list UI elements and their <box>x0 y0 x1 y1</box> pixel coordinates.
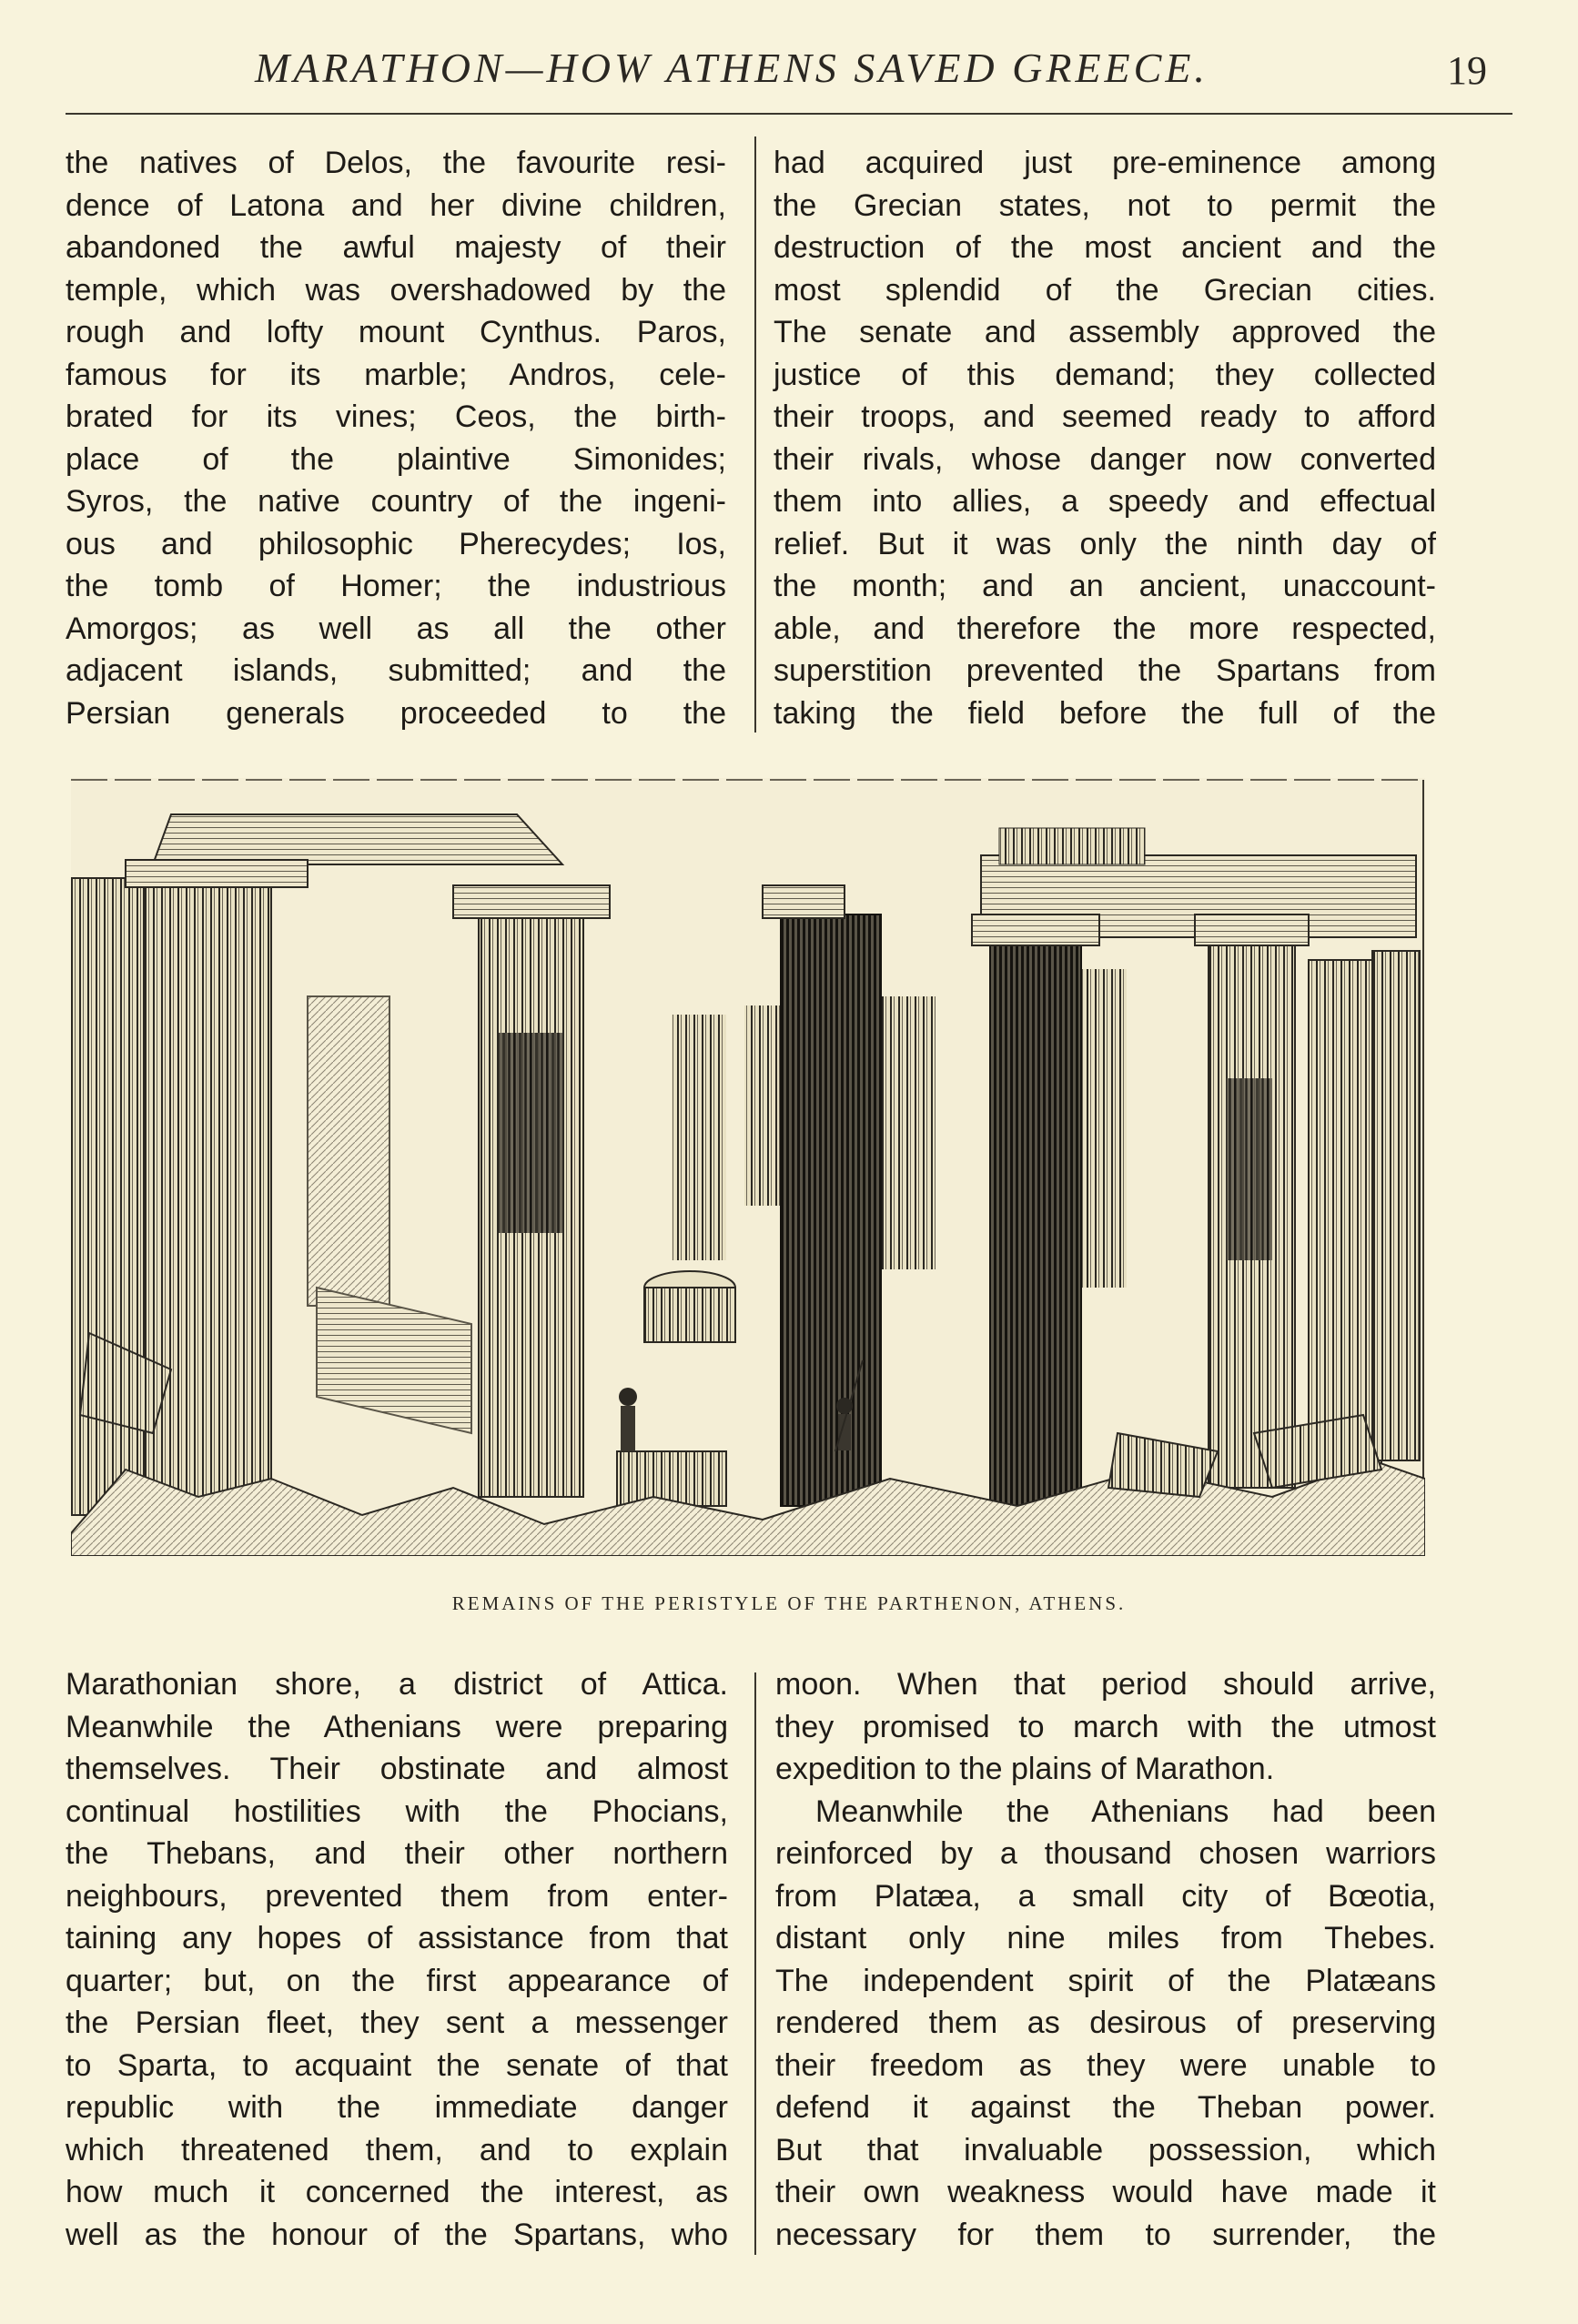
distant-column <box>1081 969 1127 1288</box>
text-line: The independent spirit of the Platæans <box>775 1963 1436 1998</box>
text-line: relief. But it was only the ninth day of <box>774 526 1436 561</box>
text-line: destruction of the most ancient and the <box>774 230 1436 265</box>
header-rule <box>66 113 1512 115</box>
text-line: the month; and an ancient, unaccount- <box>774 569 1436 603</box>
column-bottom-right <box>775 1663 1436 2256</box>
text-line: expedition to the plains of Marathon. <box>775 1752 1275 1786</box>
text-line: most splendid of the Grecian cities. <box>774 272 1436 308</box>
distant-column <box>672 1015 726 1260</box>
text-line: their troops, and seemed ready to afford <box>774 399 1436 434</box>
text-line: taining any hopes of assistance from that <box>66 1921 728 1955</box>
text-line: their own weakness would have made it <box>775 2175 1436 2209</box>
text-line: neighbours, prevented them from enter- <box>66 1878 728 1914</box>
capital <box>126 860 308 887</box>
text-line: the Thebans, and their other northern <box>66 1836 728 1871</box>
text-line: the tomb of Homer; the industrious <box>66 569 726 603</box>
text-line: their rivals, whose danger now converted <box>774 441 1436 477</box>
text-line: Marathonian shore, a district of Attica. <box>66 1667 728 1702</box>
fallen-drum <box>644 1288 735 1342</box>
running-title: MARATHON—HOW ATHENS SAVED GREECE. <box>255 45 1209 91</box>
entablature-left <box>153 814 562 864</box>
column-divider <box>754 1672 756 2255</box>
text-line: the natives of Delos, the favourite resi- <box>66 146 726 180</box>
text-line: from Platæa, a small city of Bœotia, <box>775 1878 1436 1914</box>
capital <box>972 914 1099 945</box>
text-line: Amorgos; as well as all the other <box>66 611 726 646</box>
text-line: moon. When that period should arrive, <box>775 1667 1436 1702</box>
figure-person <box>621 1406 635 1451</box>
paragraph-start-line: Meanwhile the Athenians had been <box>815 1794 1436 1829</box>
page-number: 19 <box>1447 48 1487 93</box>
column-base <box>617 1451 726 1506</box>
text-line: superstition prevented the Spartans from <box>774 653 1436 688</box>
text-line: rough and lofty mount Cynthus. Paros, <box>66 315 726 349</box>
text-line: able, and therefore the more respected, <box>774 611 1436 646</box>
column-top-right <box>774 142 1436 734</box>
text-line: temple, which was overshadowed by the <box>66 272 726 308</box>
column-divider <box>754 136 756 733</box>
text-line: taking the field before the full of the <box>774 695 1436 731</box>
text-line: the Persian fleet, they sent a messenger <box>66 2006 728 2040</box>
text-line: themselves. Their obstinate and almost <box>66 1752 728 1786</box>
text-line: republic with the immediate danger <box>66 2090 728 2125</box>
text-line: justice of this demand; they collected <box>774 357 1436 392</box>
parthenon-engraving <box>71 778 1425 1556</box>
distant-column <box>308 996 389 1306</box>
running-head <box>55 44 1523 107</box>
text-line: adjacent islands, submitted; and the <box>66 653 726 688</box>
text-line: Persian generals proceeded to the <box>66 695 726 731</box>
text-line: brated for its vines; Ceos, the birth- <box>66 399 726 434</box>
text-line: abandoned the awful majesty of their <box>66 230 726 265</box>
column-bottom-left <box>66 1663 728 2256</box>
text-line: distant only nine miles from Thebes. <box>775 1921 1436 1955</box>
column-shaded <box>990 942 1081 1506</box>
column <box>1372 951 1420 1460</box>
capital <box>453 885 610 918</box>
text-line: which threatened them, and to explain <box>66 2132 728 2167</box>
text-line: Meanwhile the Athenians were preparing <box>66 1709 728 1744</box>
text-line: The senate and assembly approved the <box>774 315 1436 349</box>
text-line: dence of Latona and her divine children, <box>66 187 726 223</box>
text-line: well as the honour of the Spartans, who <box>66 2217 728 2252</box>
text-line: famous for its marble; Andros, cele- <box>66 357 726 392</box>
text-line: to Sparta, to acquaint the senate of that <box>66 2047 728 2083</box>
text-line: rendered them as desirous of preserving <box>775 2006 1436 2040</box>
column-top-left <box>66 142 726 734</box>
column-shaded <box>781 914 881 1506</box>
text-line: place of the plaintive Simonides; <box>66 441 726 477</box>
text-line: necessary for them to surrender, the <box>775 2217 1436 2252</box>
figure-caption: REMAINS OF THE PERISTYLE OF THE PARTHENON, ATHENS. <box>451 1592 1127 1614</box>
text-line: defend it against the Theban power. <box>775 2090 1436 2125</box>
text-line: the Grecian states, not to permit the <box>774 187 1436 223</box>
text-line: ous and philosophic Pherecydes; Ios, <box>66 526 726 561</box>
text-line: quarter; but, on the first appearance of <box>66 1963 728 1998</box>
text-line: them into allies, a speedy and effectual <box>774 484 1436 519</box>
text-line: But that invaluable possession, which <box>775 2132 1436 2167</box>
capital <box>763 885 845 918</box>
column <box>144 878 271 1515</box>
text-line: how much it concerned the interest, as <box>66 2175 728 2209</box>
column <box>1309 960 1381 1470</box>
text-line: their freedom as they were unable to <box>775 2047 1436 2083</box>
text-line: they promised to march with the utmost <box>775 1709 1436 1744</box>
capital <box>1195 914 1309 945</box>
distant-column <box>744 1005 781 1206</box>
text-line: reinforced by a thousand chosen warriors <box>775 1836 1436 1871</box>
text-line: continual hostilities with the Phocians, <box>66 1794 728 1829</box>
text-line: had acquired just pre-eminence among <box>774 146 1436 180</box>
text-line: Syros, the native country of the ingeni- <box>66 484 726 519</box>
